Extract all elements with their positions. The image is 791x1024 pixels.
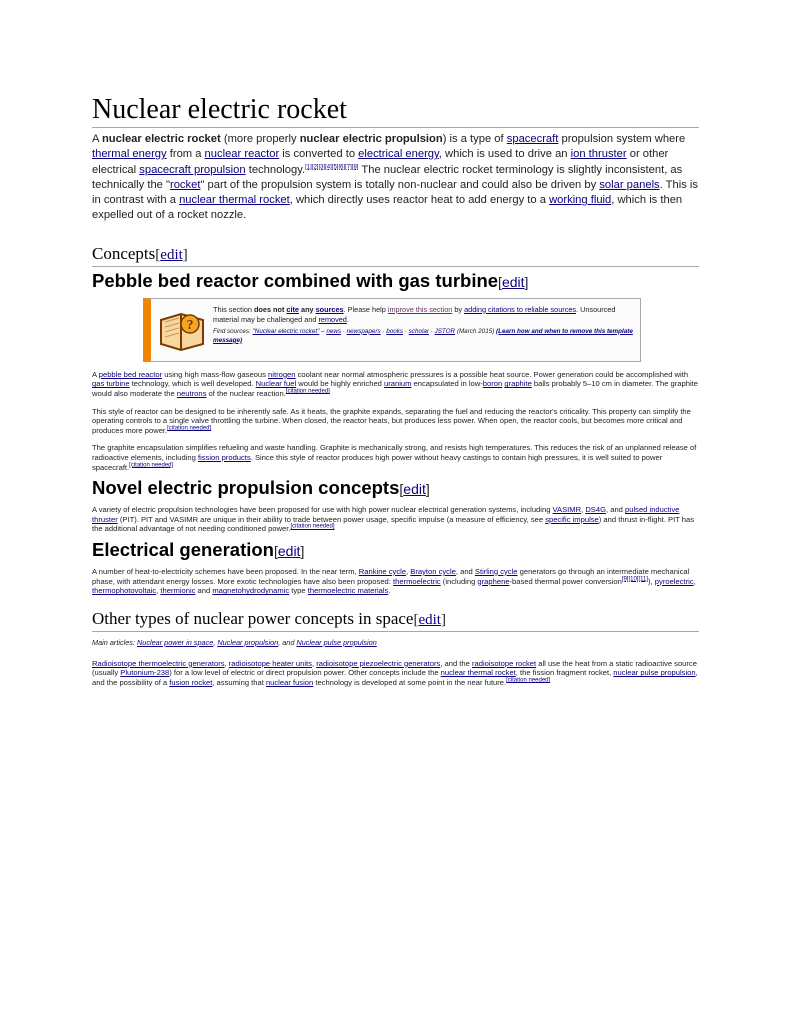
text: technology, which is well developed. — [129, 379, 256, 389]
text: , — [156, 586, 161, 596]
text: balls probably 5–10 cm in diameter. The graphite would also moderate the — [92, 379, 698, 398]
text: (PIT). PIT and VASIMR are unique in their ability to trade between power usage, specific impulse (a measure of efficiency, see — [117, 514, 546, 524]
reference-links[interactable]: [9][10][11] — [621, 575, 649, 582]
text: , and — [606, 505, 626, 515]
electrical-generation-paragraph — [92, 567, 699, 596]
link-radioisotope-heater-units[interactable]: radioisotope heater units — [228, 658, 312, 668]
text: ) for a low level of electric or direct propulsion power. Other concepts include the — [169, 668, 441, 678]
text: This style of reactor can be designed to be inherently safe. As it heats, the graphite expands, separating the fuel and reducing the reactor's criticality. This property can simplify the operating controls to a single valve throttling the turbine. When closed, the reactor heats, but produces less power. When open, the reactor cools, but becomes more critical and produces more power. — [92, 406, 691, 435]
text: , — [693, 576, 696, 586]
link-nuclear-thermal-rocket[interactable]: nuclear thermal rocket — [440, 668, 516, 678]
section-heading-novel-propulsion: Novel electric propulsion concepts[edit] — [92, 477, 430, 499]
text: and — [195, 586, 213, 596]
text: – — [319, 327, 327, 335]
text: of the nuclear reaction. — [206, 388, 286, 398]
text: , and — [455, 566, 475, 576]
heading-text: Electrical generation — [92, 538, 274, 560]
text: (March 2015) — [455, 327, 497, 335]
bold-term: nuclear electric propulsion — [299, 133, 443, 145]
text: ) is a type of — [442, 133, 507, 145]
book-question-icon — [157, 304, 207, 354]
text: , — [311, 658, 317, 668]
text: technology is developed at some point in the near future. — [313, 677, 507, 687]
text: A — [92, 133, 102, 145]
edit-link[interactable]: edit — [277, 542, 301, 559]
text: . This is in contrast with a — [92, 178, 698, 207]
text: is converted to — [279, 148, 359, 161]
text: generators go through an intermediate mechanical phase, with attendant energy losses. More exotic technologies have also been proposed: — [92, 566, 690, 586]
link-jstor[interactable]: JSTOR — [434, 327, 456, 335]
text: , and the possibility of a — [92, 668, 698, 687]
text: A — [92, 369, 99, 379]
link-news[interactable]: news — [326, 327, 342, 335]
link-thermal-energy[interactable]: thermal energy — [92, 148, 167, 161]
text: , which is then expelled out of a rocket nozzle. — [92, 194, 683, 222]
text: from a — [166, 148, 205, 161]
link-plutonium-238[interactable]: Plutonium-238 — [120, 668, 170, 678]
link-scholar[interactable]: scholar — [408, 327, 429, 335]
article — [92, 94, 699, 687]
text: all use the heat from a static radioactive source (usually — [92, 658, 697, 678]
link-nuclear-propulsion[interactable]: Nuclear propulsion — [217, 637, 279, 647]
text: Main articles: — [92, 637, 138, 647]
text: · — [428, 327, 435, 335]
text: (including — [440, 576, 478, 586]
section-heading-other-types: Other types of nuclear power concepts in space[edit] — [92, 608, 699, 632]
link-find-query[interactable]: "Nuclear electric rocket" — [252, 327, 320, 335]
novel-paragraph — [92, 505, 699, 534]
link-ion-thruster[interactable]: ion thruster — [570, 148, 627, 161]
link-newspapers[interactable]: newspapers — [346, 327, 381, 335]
heading-text: Other types of nuclear power concepts in space — [92, 608, 414, 628]
link-radioisotope-rocket[interactable]: radioisotope rocket — [471, 658, 537, 668]
link-electrical-energy[interactable]: electrical energy — [358, 148, 439, 161]
link-thermoelectric-materials[interactable]: thermoelectric materials — [307, 586, 389, 596]
pebble-paragraph-2 — [92, 407, 699, 436]
edit-link[interactable]: edit — [501, 273, 525, 290]
text: , — [213, 637, 218, 647]
text: , the fission fragment rocket, — [515, 668, 614, 678]
link-books[interactable]: books — [386, 327, 404, 335]
find-sources — [213, 327, 634, 345]
link-nitrogen[interactable]: nitrogen — [268, 369, 296, 379]
edit-link[interactable]: edit — [403, 481, 426, 498]
reference-links[interactable]: [1][2][3][4][5][6][7][8] — [305, 163, 359, 170]
text: This section — [213, 304, 254, 314]
text: , — [581, 505, 586, 515]
text: ) and thrust in-flight. PIT has the additional advantage of not needing conditioned power. — [92, 514, 695, 534]
text: , — [406, 566, 411, 576]
link-stirling-cycle[interactable]: Stirling cycle — [474, 566, 518, 576]
notice-text — [213, 305, 634, 345]
link-pulsed-inductive-thruster[interactable]: pulsed inductive thruster — [92, 505, 680, 524]
text: technology. — [245, 163, 306, 176]
link-nuclear-reactor[interactable]: nuclear reactor — [204, 148, 280, 161]
section-heading-pebble-bed: Pebble bed reactor combined with gas turbine[edit] — [92, 269, 529, 291]
citation-needed-link[interactable]: [citation needed] — [506, 677, 551, 684]
text: , assuming that — [212, 677, 266, 687]
heading-text: Concepts — [92, 243, 156, 263]
link-nuclear-fusion[interactable]: nuclear fusion — [265, 677, 314, 687]
text: , which is used to drive an — [438, 148, 571, 161]
heading-text: Novel electric propulsion concepts — [92, 477, 400, 499]
citation-needed-link[interactable]: [citation needed] — [285, 388, 330, 395]
link-adding-citations[interactable]: adding citations to reliable sources — [464, 304, 577, 314]
text: · — [341, 327, 347, 335]
link-boron[interactable]: boron — [482, 379, 503, 389]
page-title: Nuclear electric rocket — [92, 94, 699, 128]
text: · — [380, 327, 387, 335]
heading-text: Pebble bed reactor combined with gas turbine — [92, 269, 499, 291]
text: any — [301, 304, 314, 314]
text: A number of heat-to-electricity schemes have been proposed. In the near term, — [92, 566, 359, 576]
text: using high mass-flow gaseous — [162, 369, 269, 379]
link-specific-impulse[interactable]: specific impulse — [545, 514, 599, 524]
text: does not — [253, 304, 285, 314]
link-nuclear-thermal-rocket[interactable]: nuclear thermal rocket — [179, 194, 290, 207]
text: . Please help — [343, 304, 388, 314]
link-thermophotovoltaic[interactable]: thermophotovoltaic — [92, 586, 157, 596]
link-radioisotope-piezoelectric[interactable]: radioisotope piezoelectric generators — [316, 658, 441, 668]
text: coolant near normal atmospheric pressures is a possible heat source. Power generation could be accomplished with — [295, 369, 689, 379]
link-rocket[interactable]: rocket — [169, 178, 201, 191]
link-nuclear-pulse-propulsion[interactable]: nuclear pulse propulsion — [613, 668, 696, 678]
bold-term: nuclear electric rocket — [101, 133, 221, 145]
text: propulsion system where — [558, 133, 686, 145]
link-brayton-cycle[interactable]: Brayton cycle — [410, 566, 456, 576]
text: The nuclear electric rocket terminology is slightly inconsistent, as technically the " — [92, 163, 683, 191]
link-ds4g[interactable]: DS4G — [585, 505, 607, 515]
text: would be highly enriched — [296, 379, 384, 389]
link-sources[interactable]: sources — [315, 304, 344, 314]
text: , — [224, 658, 229, 668]
link-pyroelectric[interactable]: pyroelectric — [654, 576, 694, 586]
main-articles-hatnote — [92, 638, 699, 647]
text: Find sources: — [213, 327, 253, 335]
link-cite[interactable]: cite — [286, 304, 299, 314]
pebble-paragraph-3 — [92, 443, 699, 472]
link-spacecraft[interactable]: spacecraft — [506, 133, 559, 145]
link-nuclear-pulse-propulsion[interactable]: Nuclear pulse propulsion — [296, 637, 377, 647]
link-rtg[interactable]: Radioisotope thermoelectric generators — [92, 658, 225, 668]
link-pebble-bed-reactor[interactable]: pebble bed reactor — [98, 369, 163, 379]
text: " part of the propulsion system is totally non-nuclear and could also be driven by — [200, 178, 600, 191]
spacer — [92, 647, 699, 659]
citation-needed-link[interactable]: [citation needed] — [129, 462, 174, 468]
link-nuclear-fuel[interactable]: Nuclear fuel — [255, 379, 297, 389]
text: , which directly uses reactor heat to add energy to a — [289, 194, 550, 207]
link-solar-panels[interactable]: solar panels — [599, 178, 660, 191]
link-improve-section[interactable]: improve this section — [387, 304, 453, 314]
text: . — [388, 586, 391, 596]
link-graphite[interactable]: graphite — [504, 379, 532, 389]
text: The graphite encapsulation simplifies refueling and waste handling. Graphite is mechanically strong, and resists high temperatures. This reduces the risk of an unplanned release of radioactive elements, including — [92, 443, 697, 462]
link-rankine-cycle[interactable]: Rankine cycle — [358, 566, 407, 576]
link-thermionic[interactable]: thermionic — [160, 586, 196, 596]
other-types-paragraph — [92, 659, 699, 688]
link-spacecraft-propulsion[interactable]: spacecraft propulsion — [139, 163, 246, 176]
intro-paragraph — [92, 132, 699, 224]
text: · — [403, 327, 409, 335]
link-uranium[interactable]: uranium — [384, 379, 412, 389]
link-vasimr[interactable]: VASIMR — [552, 505, 582, 515]
link-removed[interactable]: removed — [318, 314, 347, 324]
edit-link[interactable]: edit — [160, 246, 183, 263]
link-gas-turbine[interactable]: gas turbine — [92, 379, 130, 389]
text: . Unsourced material may be challenged and — [213, 304, 616, 324]
text: . — [346, 314, 349, 324]
link-learn-how[interactable]: (Learn how and when to remove this template message) — [213, 327, 633, 344]
link-working-fluid[interactable]: working fluid — [549, 194, 612, 207]
citation-needed-link[interactable]: [citation needed] — [167, 425, 212, 432]
link-fission-products[interactable]: fission products — [197, 452, 251, 462]
link-neutrons[interactable]: neutrons — [176, 388, 207, 398]
link-graphene[interactable]: graphene — [477, 576, 510, 586]
text: -based thermal power conversion — [509, 576, 622, 586]
unsourced-section-notice — [143, 298, 641, 362]
link-magnetohydrodynamic[interactable]: magnetohydrodynamic — [212, 586, 290, 596]
link-fusion-rocket[interactable]: fusion rocket — [169, 677, 213, 687]
text: (more properly — [220, 133, 300, 145]
text: encapsulated in low- — [411, 379, 483, 389]
section-heading-concepts: Concepts[edit] — [92, 243, 699, 267]
pebble-paragraph-1 — [92, 370, 699, 399]
text: type — [289, 586, 308, 596]
text: ), — [648, 576, 655, 586]
text: by — [452, 304, 465, 314]
text: or other electrical — [92, 148, 669, 176]
citation-needed-link[interactable]: [citation needed] — [290, 523, 335, 530]
link-nuclear-power-in-space[interactable]: Nuclear power in space — [137, 637, 214, 647]
link-thermoelectric[interactable]: thermoelectric — [393, 576, 441, 586]
text: A variety of electric propulsion technologies have been proposed for use with high power nuclear electrical generation systems, including — [92, 505, 553, 515]
text: , and — [278, 637, 297, 647]
text: , and the — [440, 658, 472, 668]
edit-link[interactable]: edit — [418, 611, 441, 628]
text: . Since this style of reactor produces high power without heavy castings to contain high pressures, it is well suited to power spacecraft. — [92, 452, 663, 472]
section-heading-electrical-generation: Electrical generation[edit] — [92, 538, 305, 560]
svg-text:?: ? — [186, 317, 194, 333]
